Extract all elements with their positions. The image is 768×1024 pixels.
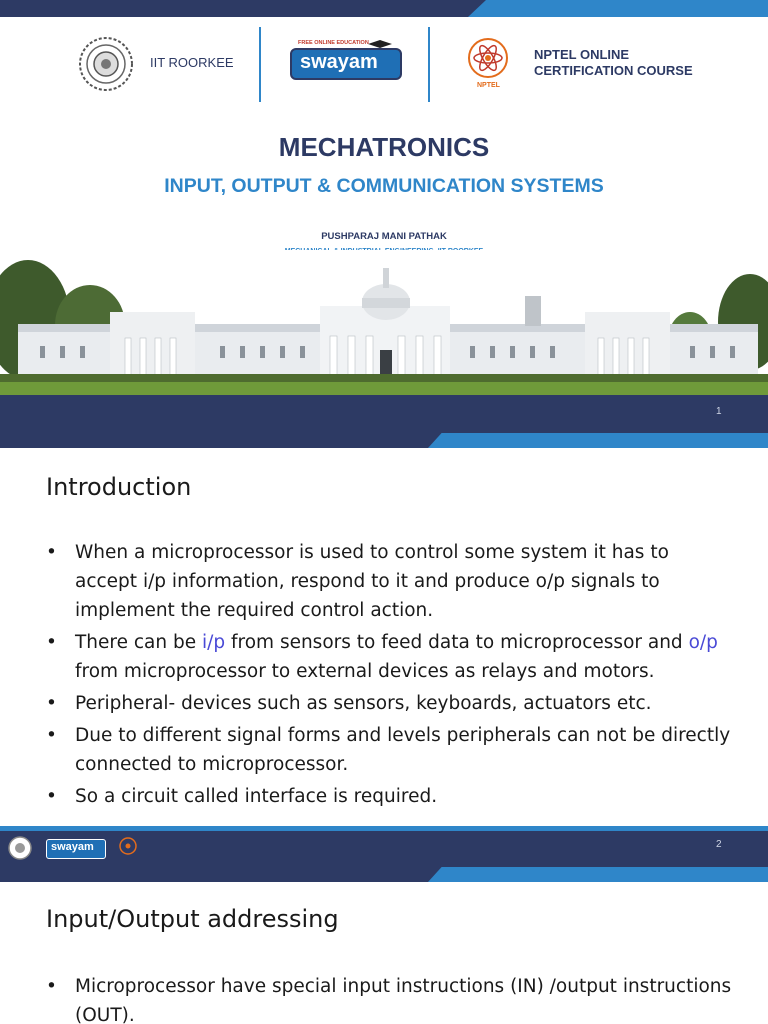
author-name: PUSHPARAJ MANI PATHAK [321, 231, 447, 242]
swayam-mini-label: swayam [51, 841, 94, 853]
swayam-name: swayam [300, 51, 378, 73]
iit-roorkee-label: IIT ROORKEE [150, 55, 234, 70]
course-title: MECHATRONICS [278, 132, 490, 162]
course-subtitle: INPUT, OUTPUT & COMMUNICATION SYSTEMS [164, 175, 604, 197]
iit-roorkee-mini-icon [8, 836, 32, 860]
slide-2-bullets [46, 538, 736, 814]
bullet-text: from sensors to feed data to microprocessor and [225, 632, 689, 653]
graduation-cap-icon [368, 40, 392, 52]
bullet-item: • Microprocessor have special input instructions (IN) /output instructions (OUT). [46, 972, 736, 1024]
bullet-item: • So a circuit called interface is required. [46, 782, 736, 811]
bullet-item [46, 628, 736, 686]
bullet-text: There can be [75, 632, 202, 653]
slide-1-page-number: 1 [716, 406, 722, 417]
slide-1-footer-accent [428, 433, 768, 448]
slide-2 [0, 448, 768, 882]
bullet-text: from microprocessor to external devices as relays and motors. [75, 661, 655, 682]
nptel-emblem-icon [464, 36, 512, 86]
bullet-item: • Peripheral- devices such as sensors, keyboards, actuators etc. [46, 689, 736, 718]
slide-3 [0, 882, 768, 1024]
top-band-accent [468, 0, 768, 17]
bullet-item: • When a microprocessor is used to control some system it has to accept i/p information, respond to it and produce o/p signals to implement the required control action. [46, 538, 736, 625]
slide-2-footer-top-line [0, 826, 768, 831]
slide-3-bullets [46, 972, 736, 1024]
iit-roorkee-emblem-icon [78, 36, 134, 92]
nptel-label-line2: CERTIFICATION COURSE [534, 63, 693, 78]
divider-1 [259, 27, 261, 102]
nptel-mini-icon [118, 836, 138, 860]
slide-2-heading: Introduction [46, 473, 192, 501]
highlight-op: o/p [688, 632, 718, 653]
swayam-mini-logo [46, 839, 106, 859]
divider-2 [428, 27, 430, 102]
swayam-logo [288, 40, 400, 86]
slide-1 [0, 0, 768, 448]
swayam-wordmark [290, 48, 402, 80]
bullet-item: • Due to different signal forms and levels peripherals can not be directly connected to microprocessor. [46, 721, 736, 779]
slide-3-heading: Input/Output addressing [46, 905, 339, 933]
slide-2-page-number: 2 [716, 839, 722, 850]
nptel-label-line1: NPTEL ONLINE [534, 47, 630, 62]
main-building-illustration [0, 250, 768, 398]
nptel-small-label: NPTEL [477, 82, 500, 89]
swayam-tagline: FREE ONLINE EDUCATION [298, 40, 369, 46]
slide-2-footer-accent [428, 867, 768, 882]
top-band [0, 0, 768, 17]
highlight-ip: i/p [202, 632, 226, 653]
